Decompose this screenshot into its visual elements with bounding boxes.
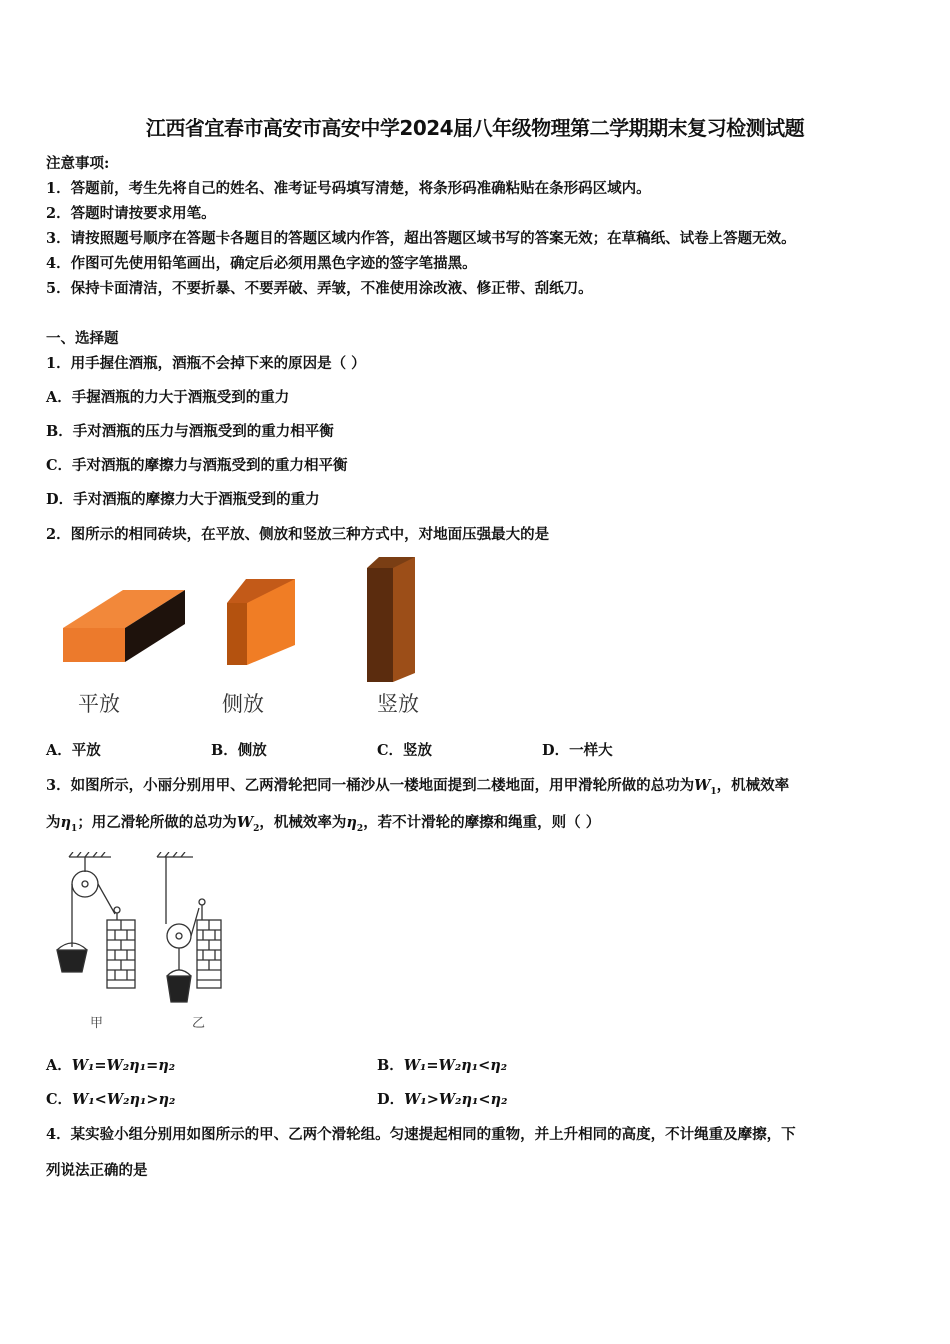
q2-option: C．竖放 (377, 742, 433, 759)
notice-item: 2．答题时请按要求用笔。 (46, 205, 216, 222)
q1-option: C．手对酒瓶的摩擦力与酒瓶受到的重力相平衡 (46, 457, 348, 474)
page-title: 江西省宜春市高安市高安中学2024届八年级物理第二学期期末复习检测试题 (145, 116, 805, 140)
notice-item: 4．作图可先使用铅笔画出，确定后必须用黑色字迹的签字笔描黑。 (46, 255, 477, 272)
fixed-pulley (72, 871, 98, 897)
caption-flat: 平放 (78, 692, 120, 716)
q2-option: B．侧放 (211, 742, 267, 759)
pulley-label-yi: 乙 (192, 1016, 206, 1031)
notice-heading: 注意事项: (46, 155, 110, 172)
caption-side: 侧放 (222, 692, 264, 716)
pulley-label-jia: 甲 (90, 1016, 104, 1031)
q1-option: B．手对酒瓶的压力与酒瓶受到的重力相平衡 (46, 423, 334, 440)
q3-option-d: D．W₁>W₂η₁<η₂ (377, 1091, 508, 1108)
upright-brick-side (393, 557, 415, 682)
bucket (57, 950, 87, 972)
q1-stem: 1．用手握住酒瓶，酒瓶不会掉下来的原因是（ ） (46, 355, 366, 372)
movable-pulley (167, 924, 191, 948)
q3-stem-line2: 为$\eta_1$；用乙滑轮所做的总功为$W_2$，机械效率为$\eta_2$，若不计滑轮的摩擦和绳重，则（ ） (46, 814, 601, 834)
section-heading: 一、选择题 (46, 330, 119, 347)
q4-stem-line1: 4．某实验小组分别用如图所示的甲、乙两个滑轮组。匀速提起相同的重物，并上升相同的高度，不计绳重及摩擦，下 (46, 1126, 796, 1143)
q2-option: A．平放 (46, 742, 101, 759)
notice-item: 1．答题前，考生先将自己的姓名、准考证号码填写清楚，将条形码准确粘贴在条形码区域内。 (46, 180, 651, 197)
q3-stem-line1: 3．如图所示，小丽分别用甲、乙两滑轮把同一桶沙从一楼地面提到二楼地面，用甲滑轮所做的总功为$W_1$，机械效率 (46, 777, 790, 797)
q4-stem-line2: 列说法正确的是 (46, 1162, 148, 1179)
q3-option-c: C．W₁<W₂η₁>η₂ (46, 1091, 176, 1108)
q1-option: A．手握酒瓶的力大于酒瓶受到的重力 (46, 389, 290, 406)
q2-option: D．一样大 (542, 742, 613, 759)
bricks-figure (55, 555, 435, 685)
notice-item: 3．请按照题号顺序在答题卡各题目的答题区域内作答，超出答题区域书写的答案无效；在草稿纸、试卷上答题无效。 (46, 230, 796, 247)
flat-brick-front (63, 628, 125, 662)
notice-item: 5．保持卡面清洁，不要折暴、不要弄破、弄皱，不准使用涂改液、修正带、刮纸刀。 (46, 280, 593, 297)
q3-option-b: B．W₁=W₂η₁<η₂ (377, 1057, 508, 1074)
q2-stem: 2．图所示的相同砖块，在平放、侧放和竖放三种方式中，对地面压强最大的是 (46, 526, 550, 543)
q3-option-a: A．W₁=W₂η₁=η₂ (46, 1057, 176, 1074)
upright-brick-front (367, 568, 393, 682)
side-brick-front (227, 603, 247, 665)
pulley-figure (45, 852, 245, 1032)
caption-upright: 竖放 (377, 692, 419, 716)
q1-option: D．手对酒瓶的摩擦力大于酒瓶受到的重力 (46, 491, 320, 508)
